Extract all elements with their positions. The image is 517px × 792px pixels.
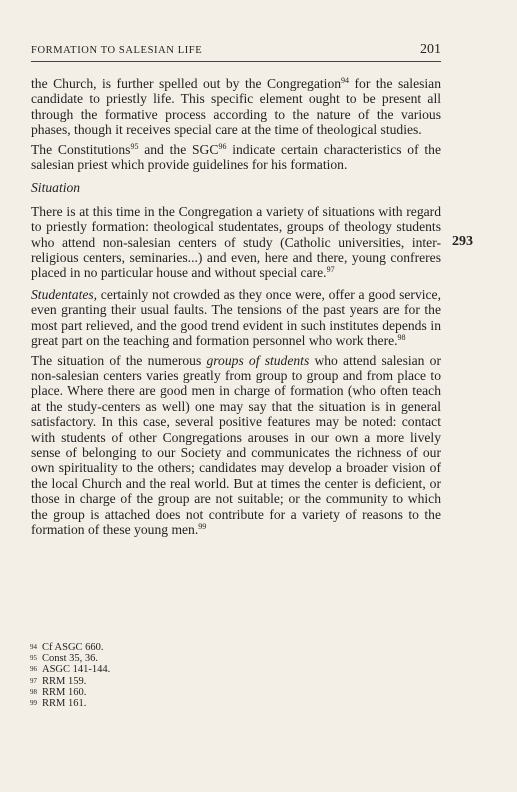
page-number: 201 <box>420 42 441 57</box>
text-run: The Constitutions <box>31 141 131 157</box>
paragraph-5 <box>31 353 441 538</box>
footnote-text: Cf ASGC 660. <box>42 642 104 653</box>
footnote <box>30 698 330 709</box>
footnote-text: ASGC 141-144. <box>42 664 111 676</box>
paragraph-4 <box>31 287 441 349</box>
footnote <box>30 642 330 653</box>
margin-paragraph-number: 293 <box>452 234 473 249</box>
paragraph-1 <box>31 76 441 138</box>
paragraph-2 <box>31 142 441 173</box>
section-heading: Situation <box>31 180 81 196</box>
footnote-text: Const 35, 36. <box>42 653 99 665</box>
text-run: for the salesian candidate to priestly life. This specific element ought to be present all through the formative process according to the nature of the various phases, though it receives special care at the time of theological studies. <box>31 76 441 138</box>
text-run: There is at this time in the Congregation a variety of situations with regard to priestly formation: theological studentates, groups of theology students who attend non-salesian centers of study (Catholic universities, inter-religious centers, seminaries...) and even, here and there, young confreres placed in no particular house and without special care. <box>31 203 441 281</box>
emphasis: Studentates, <box>31 286 98 302</box>
footnote-number: 99 <box>30 699 37 708</box>
footnote-number: 96 <box>30 665 37 674</box>
page-header <box>31 42 441 62</box>
text-run: The situation of the numerous <box>31 352 207 368</box>
text-run: the Church, is further spelled out by the Congregation <box>31 76 342 91</box>
emphasis: groups of students <box>206 352 310 368</box>
footnote <box>30 664 330 675</box>
text-run: and the SGC <box>138 141 219 157</box>
footnote-ref: 94 <box>341 76 350 85</box>
footnote-text: RRM 161. <box>42 698 87 710</box>
footnote-text: RRM 159. <box>42 675 87 687</box>
footnote <box>30 653 330 664</box>
footnote <box>30 687 330 698</box>
footnote <box>30 676 330 687</box>
footnote-ref: 99 <box>198 521 207 531</box>
footnote-number: 98 <box>30 687 37 696</box>
text-run: who attend salesian or non-salesian centers varies greatly from group to group and from place to place. Where there are good men in charge of formation (who often teach at the study-centers as well) one may say that the situation is in general satisfactory. In this case, several positive features may be noted: contact with students of other Congregations arouses in our own a more lively sense of belonging to our Society and communicates the richness of our own spirituality to the others; candidates may develop a broader vision of the local Church and the real world. But at times the center is deficient, or those in charge of the group are not suitable; or the community to which the group is attached does not contribute for a variety of reasons to the formation of these young men. <box>31 352 441 537</box>
footnotes <box>30 642 330 709</box>
footnote-ref: 97 <box>326 265 335 275</box>
footnote-ref: 95 <box>130 141 139 151</box>
running-head: FORMATION TO SALESIAN LIFE <box>31 45 203 56</box>
text-run: certainly not crowded as they once were, offer a good service, even granting their usual faults. The tensions of the past years are for the most part relieved, and the good trend evident in such institutes depends in great part on the teaching and formation personnel who work there. <box>31 286 441 349</box>
footnote-text: RRM 160. <box>42 686 87 698</box>
footnote-number: 94 <box>30 643 37 651</box>
paragraph-3 <box>31 204 441 281</box>
footnote-ref: 98 <box>397 333 406 343</box>
footnote-number: 97 <box>30 676 37 685</box>
text-run: indicate certain characteristics of the salesian priest which provide guidelines for his formation. <box>31 141 442 173</box>
footnote-number: 95 <box>30 654 37 663</box>
footnote-ref: 96 <box>218 141 227 151</box>
body-text <box>31 76 441 541</box>
